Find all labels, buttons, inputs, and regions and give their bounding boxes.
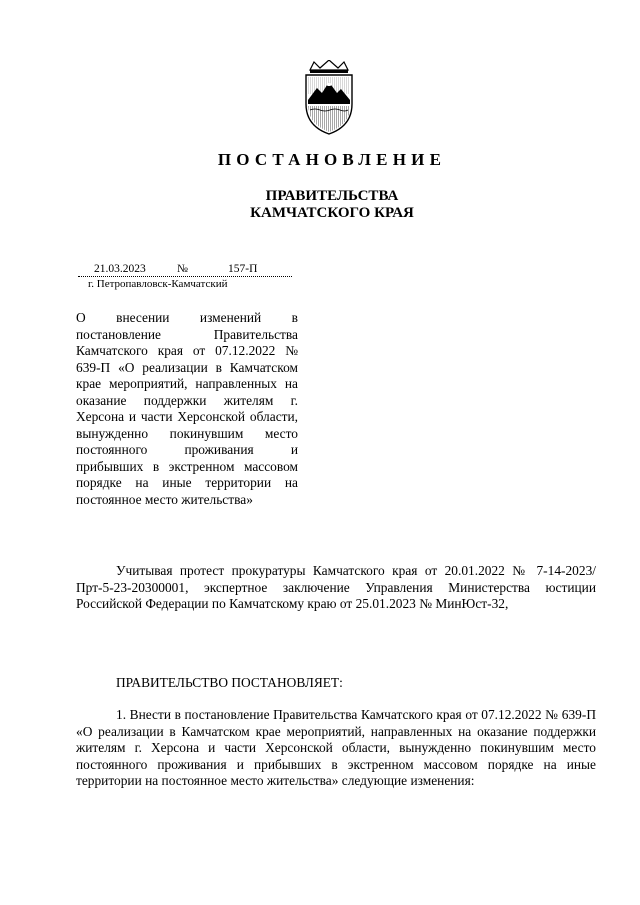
document-subject: О внесении изменений в постановление Правительства Камчатского края от 07.12.2022 № 639-П «О реализации в Камчатском крае мероприятий, направленных на оказание поддержки жителям г. Херсона и части Херсонской области, вынужденно покинувшим место постоянного проживания и прибывших в экстренном массовом порядке на иные территории на постоянное место жительства»: [76, 310, 298, 507]
preamble-paragraph: Учитывая протест прокуратуры Камчатского края от 20.01.2022 № 7-14-2023/Прт-5-23-20300001, экспертное заключение Управления Министерства юстиции Российской Федерации по Камчатскому краю от 25.01.2023 № МинЮст-32,: [76, 563, 596, 611]
document-date: 21.03.2023: [94, 263, 146, 275]
document-number: 157-П: [228, 263, 258, 275]
issuer-heading: [0, 188, 640, 222]
city-name: г. Петропавловск-Камчатский: [88, 278, 228, 290]
item-1-paragraph: 1. Внести в постановление Правительства Камчатского края от 07.12.2022 № 639-П «О реализации в Камчатском крае мероприятий, направленных на оказание поддержки жителям г. Херсона и части Херсонской области, вынужденно покинувшим место постоянного проживания и прибывших в экстренном массовом порядке на иные территории на постоянное место жительства» следующие изменения:: [76, 707, 596, 788]
number-sign: №: [177, 263, 188, 275]
decree-statement: ПРАВИТЕЛЬСТВО ПОСТАНОВЛЯЕТ:: [116, 675, 343, 690]
coat-of-arms-icon: [300, 60, 358, 136]
date-number-line: [78, 262, 292, 277]
issuer-line-1: ПРАВИТЕЛЬСТВА: [265, 188, 399, 204]
document-type-title: ПОСТАНОВЛЕНИЕ: [217, 150, 447, 169]
issuer-line-2: КАМЧАТСКОГО КРАЯ: [250, 205, 414, 221]
